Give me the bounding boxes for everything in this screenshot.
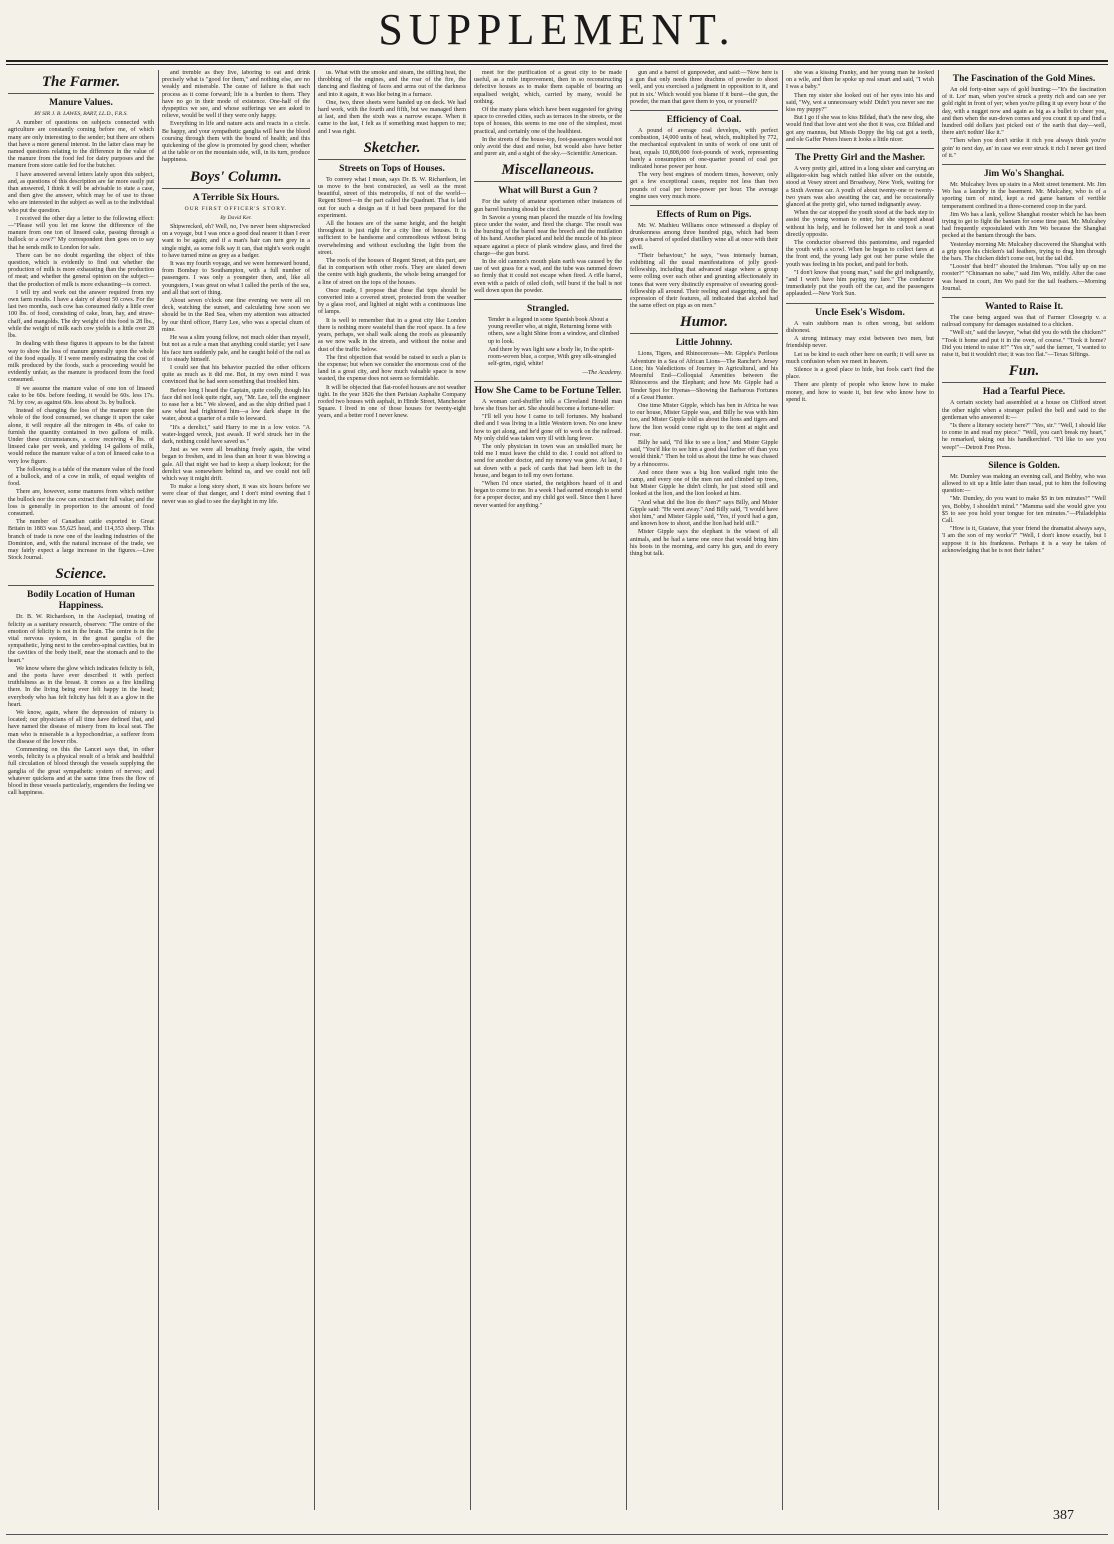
article-paragraph: Mr. W. Mathieu Williams once witnessed a display of drunkenness among three hundred pigs, which had been given a barrel of spoiled distillery wine all at once with their swill. (630, 223, 778, 251)
column-7 (942, 70, 1106, 1510)
article-paragraph: "I don't know that young man," said the girl indignantly, "and I won't have him paying my fare." The conductor immediately put the youth off the car, and the passengers applauded.—New York Sun. (786, 269, 934, 298)
column-2 (162, 70, 310, 1510)
article-title: A Terrible Six Hours. (192, 192, 280, 203)
article-paragraph: When the car stopped the youth stood at the back step to assist the young woman to enter, but she stepped ahead without his help, and he followed her in and took a seat directly opposite. (786, 210, 934, 238)
article-paragraph: gun and a barrel of gunpowder, and said:—'Now here is a gun that only needs three drachms of powder to shoot well, and you exercised a judgment in opposition to it, and put in six.' Which would you blame if it burst—the gun, the powder, the man that gave them to you, or yourself? (630, 70, 778, 105)
article-paragraph: "Their behaviour," he says, "was intensely human, exhibiting all the usual manifestations of jolly good-fellowship, including that advanced stage where a group were rolling over each other and grunting affectionately in tones that were very distinctly expressive of swearing good-fellowship all around. Their reeling and staggering, and the expression of their features, all indicated that alcohol had the same effect on pigs as on men." (630, 252, 778, 310)
article-divider (474, 299, 622, 300)
article-paragraph: If we assume the manure value of one ton of linseed cake to be 60s. before feeding, it would be 60s. less 17s. 7d. by cow, as against 60s. less about 3s. by bullock. (8, 385, 154, 406)
column-4 (474, 70, 622, 1510)
article-title: Manure Values. (49, 98, 113, 108)
article-paragraph: A strong intimacy may exist between two men, but friendship never. (786, 336, 934, 350)
article-paragraph: and tremble as they live, laboring to eat and drink precisely what is "good for them," and nothing else, are no weakly and miserable. The cause of failure is that each process as it come forward; life is a burden to them. They have no go in their mode of existence. One-half of the dyspeptics we see, and whose sufferings we are asked to relieve, would be well if they were only happy. (162, 70, 310, 120)
article-paragraph: A pound of average coal develops, with perfect combustion, 14,000 units of heat, which, multiplied by 772, the mechanical equivalent in units of work of one unit of heat, equals 10,808,000 foot-pounds of work, representing barely a consumption of one-quarter pound of coal per indicated horse power per hour. (630, 128, 778, 171)
article-paragraph: One time Mister Gipple, which has ben in Africa he was to our house, Mister Gipple was, and Billy he was with him too, and Mister Gipple told us about the lions and tigers and how the lion would come right up to the tent at night and roar. (630, 402, 778, 438)
article-paragraph: A woman card-shuffler tells a Cleveland Herald man how she fixes her art. She should become a fortune-teller: (474, 398, 622, 412)
article-title: Strangled. (527, 304, 569, 315)
article-paragraph: Then my sister she looked out of her eyes into his and said, "Wy, wot a unnecessary wish! Didn't you never see me kiss my puppy?" (786, 92, 934, 114)
article-title: Had a Tearful Piece. (982, 387, 1066, 398)
article-paragraph: Instead of changing the loss of the manure upon the whole of the food consumed, we change it upon the cake alone, it will require all the nitrogen in 48s. of cake to furnish the quantity contained in two gallons of milk. Under these circumstances, a cow receiving 4 lbs. of linseed cake per week, and yielding 14 gallons of milk, would reduce the manure value of a ton of linseed cake to a very low figure. (8, 408, 154, 465)
article-paragraph: And once there was a big lion walked right into the camp, and every one of the men ran and climbed up trees, but Mister Gipple he didn't climb, he just stood still and looked at the lion, and the lion looked at him. (630, 469, 778, 498)
department-header-science: Science. (8, 565, 154, 586)
column-divider (158, 70, 159, 1510)
article-paragraph: Silence is a good place to hide, but fools can't find the place. (786, 366, 934, 381)
masthead-rule (6, 60, 1108, 62)
article-paragraph: There are, however, some manures from which neither the bullock nor the cow can extract their full value; and the loss is generally in proportion to the amount of food consumed. (8, 489, 154, 517)
article-byline: BY SIR J. B. LAWES, BART, LL.D., F.R.S. (34, 111, 128, 117)
article-title: Efficiency of Coal. (666, 115, 742, 126)
article-paragraph: But I go if she was to kiss Bildad, that's the new dog, she would find that love aint wot she thot it was, coz Bildad and got any mannus, but Missis Doppy the big cat got a teeth, and ole Gaffer Peters hisen it looks a little nicer. (786, 115, 934, 143)
article-paragraph: Everything in life and nature acts and reacts in a circle. Be happy, and your sympathetic ganglia will have the blood coursing through them with the bound of health; and this quickening of the glow is promoted by good cheer, whether at the table or on the mountain side, will, in its turn, produce happiness. (162, 121, 310, 164)
article-paragraph: The roofs of the houses of Regent Street, at this part, are flat in comparison with other roofs. They are slated down the centre with high gradients, the whole being arranged for a line of street on the tops of the houses. (318, 258, 466, 286)
article-paragraph: Mr. Mulcahey lives up stairs in a Mott street tenement. Mr. Jim Wo has a laundry in the basement. Mr. Mulcahey, who is of a sporting turn of mind, kept a red game bantam of vertible temperament confined in a three-cornered coop in the yard. (942, 182, 1106, 210)
article-paragraph: I will try and work out the answer required from my own farm results. I have a dairy of about 50 cows. For the last two months, each cow has consumed daily a little over 100 lbs. of food, consisting of cake, bran, hay, and straw-chaff, and mangolds. The dry weight of this food is 28 lbs., while the weight of milk each cow yields is a little over 28 lbs. (8, 289, 154, 340)
column-6 (786, 70, 934, 1510)
article-paragraph: I received the other day a letter to the following effect:—"Please will you let me know the difference of the manure from one ton of linseed cake, passing through a bullock or a cow?" My correspondent then goes on to say that he sends milk to London for sale. (8, 215, 154, 251)
article-paragraph: In the old cannon's mouth plain earth was caused by the use of wet grass for a wad, and the tube was rammed down so firmly that it could not escape when fired. A rifle barrel, even with a patch of oiled cloth, will burst if the ball is not well down upon the powder. (474, 259, 622, 294)
article-paragraph: "Is there a literary society here?" "Yes, sir." "Well, I should like to come in and read my piece." "Well, you can't break my heart," he remarked, taking out his handkerchief. "I'd like to see you weep!"—Detroit Free Press. (942, 422, 1106, 451)
article-paragraph: The very best engines of modern times, however, only get a few exceptional cases, require not less than two pounds of coal per horse-power per hour. The average engine uses very much more. (630, 172, 778, 200)
column-1 (8, 70, 154, 1510)
article-paragraph: To make a long story short, it was six hours before we were clear of that danger, and I don't mind owning that I never was so glad to see the daylight in my life. (162, 484, 310, 505)
article-paragraph: About seven o'clock one fine evening we were all on deck, watching the sunset, and calculating how soon we should be in the Red Sea, when my attention was attracted by our third officer, Harry Lee, who was a special chum of mine. (162, 298, 310, 333)
article-subtitle: OUR FIRST OFFICER'S STORY. (184, 205, 288, 212)
article-paragraph: The case being argued was that of Farmer Closegrip v. a railroad company for damages sustained to a chicken. (942, 315, 1106, 329)
article-paragraph: Jim Wo has a lank, yellow Shanghai rooster which he has been trying to get to fight the bantam for some time past. Mr. Mulcahey had frequently expostulated with Jim Wo because the Shanghai pecked at the bantam through the bars. (942, 211, 1106, 240)
article-divider (786, 303, 934, 304)
page-masthead: SUPPLEMENT. (378, 5, 736, 54)
department-header-farmer: The Farmer. (8, 73, 154, 94)
article-divider (630, 110, 778, 111)
article-title: Uncle Esek's Wisdom. (815, 307, 905, 318)
article-divider (942, 456, 1106, 457)
article-paragraph: We know, again, where the depression of misery is located; our physicians of all time have defined that, and have named the disease of misery from its local seat. The man who is miserable is a hypochondriac, a sufferer from the disease of the lower ribs. (8, 710, 154, 745)
article-paragraph: In the streets of the house-top, foot-passengers would not only avoid the dust and noise, but would also have better and purer air, and a sight of the sky.—Scientific American. (474, 136, 622, 158)
article-divider (942, 164, 1106, 165)
bottom-rule (6, 1534, 1108, 1535)
article-divider (786, 148, 934, 149)
article-paragraph: A vain stubborn man is often wrong, but seldom dishonest. (786, 320, 934, 334)
article-paragraph: He was a slim young fellow, not much older than myself, but not as a rule a man that anything could startle; yet I saw his face turn suddenly pale, and he caught hold of the rail as if to steady himself. (162, 335, 310, 363)
article-paragraph: Mr. Dumley was making an evening call, and Bobby, who was allowed to sit up a little later than usual, put to him the following question:— (942, 473, 1106, 495)
article-title: The Pretty Girl and the Masher. (794, 153, 926, 164)
article-paragraph: Once made, I propose that these flat tops should be converted into a covered street, protected from the weather by a glass roof, and lighted at night with a continuous line of lamps. (318, 287, 466, 316)
article-paragraph: Let us be kind to each other here on earth; it will save us much confusion when we meet in heaven. (786, 351, 934, 365)
column-5 (630, 70, 778, 1510)
article-paragraph: "Loosin' that bird!" shouted the Irishman. "You tally up on me rooster?" "Chinaman no sabe," said Jim Wo, mildly. After the case was heard in court, Jim Wo paid for the tail feathers.—Morning Journal. (942, 264, 1106, 292)
article-paragraph: Yesterday morning Mr. Mulcahey discovered the Shanghai with a grip upon his chicken's tail feathers, trying to drag him through the bars. The chicken didn't come out, but the tail did. (942, 241, 1106, 263)
article-title: Wanted to Raise It. (984, 302, 1064, 313)
article-paragraph: The first objection that would be raised to such a plan is the expense; but when we consider the enormous cost of the land in a great city, and how much valuable space is now wasted, the expense does not seem so formidable. (318, 354, 466, 383)
article-source: —The Academy. (582, 369, 622, 376)
article-title: Silence is Golden. (988, 460, 1060, 471)
article-paragraph: It will be objected that flat-roofed houses are not weather tight. In the year 1826 the then Parisian Asphalte Company roofed two houses with asphalt, in Hinde Street, Manchester Square. I lived in one of those houses for twenty-eight years, and a better roof I never knew. (318, 384, 466, 420)
article-title: What will Burst a Gun ? (498, 186, 598, 197)
article-paragraph: Dr. B. W. Richardson, in the Asclepiad, treating of felicity as a sanitary research, observes: "The centre of the emotion of felicity is not in the brain. The centre is in the vital nervous system, in the great ganglia of the sympathetic, lying next to the cerebro-spinal cavities, but in the cavities of the body itself, near the stomach and to the heart." (8, 614, 154, 664)
article-paragraph: A certain society had assembled at a house on Clifford street the other night when a stranger pulled the bell and said to the gentleman who answered it:— (942, 400, 1106, 421)
article-paragraph: Just as we were all breathing freely again, the wind began to freshen, and in less than an hour it was blowing a gale. All that night we had to keep a sharp lookout; for the derelict was somewhere behind us, and we could not tell which way it might drift. (162, 447, 310, 482)
article-paragraph: "Mr. Dumley, do you want to make $5 in ten minutes?" "Well yes, Bobby, I shouldn't mind." "Mamma said she would give you $5 to see you hold your tongue for ten minutes."—Philadelphia Call. (942, 496, 1106, 524)
masthead-rule-thin (6, 64, 1108, 65)
article-paragraph: Shipwrecked, eh? Well, no, I've never been shipwrecked on a voyage, but I was once a good deal nearer it than I ever want to be again; and if a man's hair can turn grey in a single night, as some folk say it can, that night's work ought to have turned mine as grey as a badger. (162, 224, 310, 259)
article-paragraph: A number of questions on subjects connected with agriculture are constantly coming before me, of which many are only interesting to the sender; but there are others that have a more general interest. In the latter class may be named questions relating to the difference in the value of the manure from the food fed for dairy purposes and the manure from store cattle fed for the butcher. (8, 120, 154, 170)
department-header-sketcher: Sketcher. (318, 139, 466, 160)
column-divider (470, 70, 471, 1510)
article-title: How She Came to be Fortune Teller. (474, 385, 622, 396)
article-title: Effects of Rum on Pigs. (656, 210, 752, 221)
article-paragraph: us. What with the smoke and steam, the stifling heat, the throbbing of the engines, and the roar of the fire, the dancing and flashing of faces and arms out of the darkness and into it again, it was like being in a furnace. (318, 70, 466, 98)
article-paragraph: "Well sir," said the lawyer, "what did you do with the chicken?" "Took it home and put it in the oven, of course." "Took it home? Did you intend to raise it?" "Yes sir," said the farmer, "I wanted to raise it, but it wouldn't rise; it was too flat."—Texas Siftings. (942, 330, 1106, 359)
article-paragraph: "I'll tell you how I came to tell fortunes. My husband died and I was living in a little Western town. No one knew how to get along, and he'd gone off to work on the railroad. My only child was taken very ill with lung fever. (474, 414, 622, 442)
article-paragraph: "Then when you don't strike it rich you always think you're goin' to next day, an' in case we ever struck it rich I never get tired of it." (942, 138, 1106, 159)
article-paragraph: Billy he said, "I'd like to see a lion," and Mister Gipple said, "You'd like to see him a good deal farther off than you would think." Then he told us about the time he was chased by a rhinoceros. (630, 439, 778, 468)
article-title: Bodily Location of Human Happiness. (27, 590, 135, 612)
department-header-humor: Humor. (630, 313, 778, 334)
article-paragraph: "How is it, Gustave, that your friend the dramatist always says, 'I am the son of my works'?" "Well, I don't know exactly, but I suppose it is his frankness. Perhaps it is a way he takes of acknowledging that he is not their father." (942, 526, 1106, 554)
column-divider (782, 70, 783, 1510)
article-paragraph: A very pretty girl, attired in a long ulster and carrying an alligator-skin bag which rattled like silver on the outside, stood at Vesey street and Broadway, New York, waiting for a Sixth Avenue car. A youth of about twenty-one or twenty-two years was also awaiting the car, and he occasionally glanced at the pretty girl, who turned indignantly away. (786, 166, 934, 209)
article-paragraph: she was a kissing Franky, and her young man he looked on a wile, and then he spoke up real smart and said, "I wish I was a baby." (786, 70, 934, 91)
department-header-miscellaneous: Miscellaneous. (474, 161, 622, 182)
poem-stanza: And there by wax light saw a body lie, In the spirit-room-woven blue, a corpse, With grey silk-strangled self-grim, rigid, white! (488, 346, 617, 368)
article-paragraph: It was my fourth voyage, and we were homeward bound, from Bombay to Southampton, with a full number of passengers. I was only a youngster then, and, like all youngsters, I was great on what I called the perils of the sea, and all that sort of thing. (162, 261, 310, 296)
article-paragraph: Before long I heard the Captain, quite coolly, though his face did not look quite right, say, "Mr. Lee, tell the engineer to ease her a bit." We slowed, and as the ship drifted past I saw what had frightened him—a low dark shape in the water, about a quarter of a mile to leeward. (162, 387, 310, 423)
article-divider (474, 381, 622, 382)
article-paragraph: The only physician in town was an unskilled man; he told me I must leave the child to die. I could not afford to send for another doctor, and my money was gone. At last, I sat down with a pack of cards that had been left in the house, and began to tell my own fortune. (474, 443, 622, 479)
article-paragraph: We know where the glow which indicates felicity is felt, and the poets have ever described it with perfect truthfulness as in the breast. It comes as a fire kindling there. In the living being ever felt happy in the head; everybody who has felt felicity has felt it as a glow in the heart. (8, 665, 154, 708)
article-paragraph: Of the many plans which have been suggested for giving space to crowded cities, such as terraces in the streets, or the tops of houses, this seems to me one of the simplest, most practical, and certainly one of the healthiest. (474, 107, 622, 135)
article-title: Jim Wo's Shanghai. (983, 169, 1065, 180)
column-divider (314, 70, 315, 1510)
article-paragraph: The number of Canadian cattle exported to Great Britain in 1883 was 55,625 head, and 114,353 sheep. This branch of trade is now one of the leading industries of the Dominion, and, with the natural increase of the trade, we may fairly expect a large increase in the figures.—Live Stock Journal. (8, 519, 154, 562)
article-paragraph: meet for the purification of a great city to be made useful, as a mile improvement, then in so reconstructing defective houses as to make them capable of bearing an equalised weight, which, carried by many, would be nothing. (474, 70, 622, 105)
article-paragraph: "And what did the lion do then?" says Billy, and Mister Gipple said: "He went away." And Billy said, "I would have shot him," and Mister Gipple said, "Yes, if you'd had a gun, and known how to shoot, and the lion had held still." (630, 499, 778, 528)
article-paragraph: Mister Gipple says the elephant is the wisest of all animals, and he had a tame one once that would bring him his boots in the morning, and carry his gun, and do every thing but talk. (630, 529, 778, 557)
article-paragraph: The conductor observed this pantomime, and regarded the youth with a scowl. When he began to collect fares at the front end, the young lady got out her purse while the youth was feeling in his pocket, and paid for both. (786, 240, 934, 268)
article-paragraph: To convey what I mean, says Dr. B. W. Richardson, let us move to the best constructed, as well as the most beautiful, street of this metropolis, if not of the world—Regent Street—in the part called the Quadrant. That is laid out for such a design as if it had been prepared for the experiment. (318, 176, 466, 219)
article-paragraph: An old forty-niner says of gold hunting:—"It's the fascination of it. Lor' man, when you've struck a pretty rich and can see yer gold right in front of yer; when you're piling it up every hour o' the day, with a nugget now and again as big as a bullet to cheer you, and then when the sun-down comes and you count it up and find a hundred odd dollars just picked out o' the earth that day—well, there ain't nothin' like it." (942, 87, 1106, 137)
article-paragraph: In Savoie a young man placed the muzzle of his fowling piece under the water, and fired the charge. The result was the bursting of the barrel near the breech and the mutilation of his hand. Another placed and held the muzzle of his piece square against a piece of plank window glass, and fired the charge—the gun burst. (474, 214, 622, 257)
article-paragraph: There can be no doubt regarding the object of this question, which is evidently to find out whether the production of milk is more exhausting than the production of meat; and whether the general opinion on the subject—that the production of milk is more exhausting—is correct. (8, 252, 154, 288)
page-number: 387 (1053, 1508, 1074, 1523)
article-title: The Fascination of the Gold Mines. (952, 74, 1096, 84)
department-header-boys-column: Boys' Column. (162, 168, 310, 189)
article-paragraph: I have answered several letters lately upon this subject, and, as questions of this description are far more easily put than answered, I think it will be advisable to state a case, and then give the answer, which may be of use to those who are interested in the subject as well as to the individual who put the question. (8, 171, 154, 214)
article-divider (630, 205, 778, 206)
article-paragraph: It is well to remember that in a great city like London there is nothing more wasteful than the roof space. In a few years, perhaps, we shall walk along the roofs as pleasantly as we now walk in the streets, and without the noise and dust of the traffic below. (318, 317, 466, 353)
column-divider (938, 70, 939, 1510)
department-header-fun: Fun. (942, 362, 1106, 383)
article-paragraph: There are plenty of people who know how to make money, and how to waste it, but few who know how to spend it. (786, 382, 934, 403)
article-paragraph: Lions, Tigers, and Rhinoceroses—Mr. Gipple's Perilous Adventure in a Sea of African Lions—The Rancher's Jersey Lion; his Valedictions of Journey in Agricultural, and his Mournful End—Colloquial Amenities between the Rhinoceros and the Elephant; and how Mr. Gipple had a Tender Spot for Hyenas—Showing the Barbarous Fortunes of a Great Hunter. (630, 351, 778, 401)
article-title: Little Johnny. (675, 338, 733, 349)
article-paragraph: In dealing with these figures it appears to be the fairest way to show the loss of manure generally upon the whole of the food equally. If I were merely estimating the cost of milk produced by the foods, such a proceeding would be evidently unfair, as the manure is produced from the food consumed. (8, 341, 154, 384)
article-paragraph: For the safety of amateur sportsmen other instances of gun barrel bursting should be cited. (474, 199, 622, 213)
article-paragraph: All the houses are of the same height, and the height throughout is just right for a city line of houses. It is sufficient to be handsome and commodious without being overwhelming and without excluding the light from the street. (318, 221, 466, 256)
article-title: Streets on Tops of Houses. (339, 163, 445, 174)
article-paragraph: I could see that his behavior puzzled the other officers quite as much as it did me. But, in my own mind I was convinced that he had seen something that troubled him. (162, 364, 310, 386)
article-paragraph: "It's a derelict," said Harry to me in a low voice. "A water-logged wreck, just awash. If we'd struck her in the dark, nothing could have saved us." (162, 424, 310, 445)
column-3 (318, 70, 466, 1510)
column-divider (626, 70, 627, 1510)
article-paragraph: One, two, three sheets were handed up on deck. We had hard work, with the fourth and fifth, but we managed them at last, and then the sixth was a narrow escape. When it came to the last, I felt as if something must happen to me; and I was right. (318, 99, 466, 135)
article-paragraph: The following is a table of the manure value of the food of a bullock, and of a cow in milk, of equal weights of food. (8, 466, 154, 488)
article-paragraph: "When I'd once started, the neighbors heard of it and began to come to me. In a week I had earned enough to send for a proper doctor, and my child got well. Since then I have never wanted for anything." (474, 480, 622, 509)
article-paragraph: Commenting on this the Lancet says that, in other words, felicity is a physical result of a brisk and healthful full circulation of blood through the vessels supplying the ganglia of the great sympathetic system of nerves; and whatever quickens and at the same time frees the flow of blood in these vessels particularly, engenders the feeling we call happiness. (8, 747, 154, 797)
article-divider (942, 297, 1106, 298)
poem-stanza: Tender is a legend in some Spanish book About a young reveller who, at night, Returning home with others, saw a light Shine from a window, and climbed up to look. (488, 317, 620, 345)
article-byline: By David Ker. (220, 214, 252, 221)
